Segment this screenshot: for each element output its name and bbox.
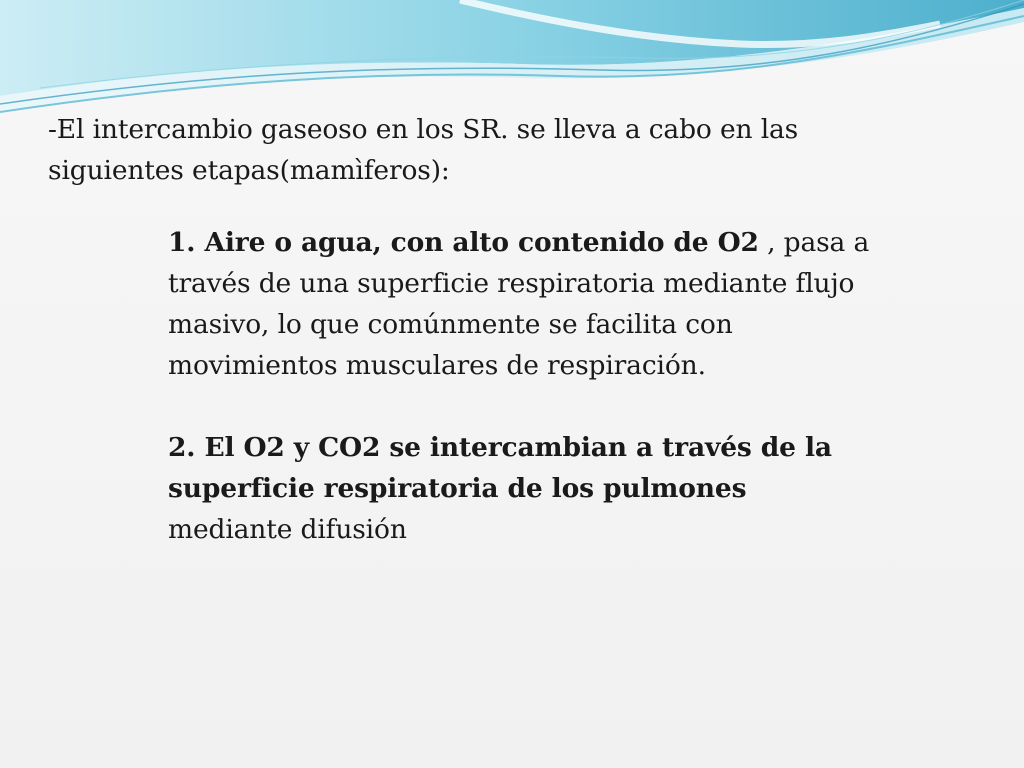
intro-paragraph: [48, 109, 948, 191]
stage-item-1: [168, 222, 948, 386]
stage-1-line-4: movimientos musculares de respiración.: [168, 350, 706, 381]
stage-1-line-2: través de una superficie respiratoria mediante flujo: [168, 268, 855, 299]
intro-line-1: -El intercambio gaseoso en los SR. se lleva a cabo en las: [48, 114, 799, 145]
stage-2-line-1: 2. El O2 y CO2 se intercambian a través de la: [168, 432, 832, 463]
stage-item-2: [168, 427, 948, 550]
stage-1-line-3: masivo, lo que comúnmente se facilita con: [168, 309, 733, 340]
stage-1-line-1: [168, 222, 948, 263]
intro-line-2: siguientes etapas(mamìferos):: [48, 155, 450, 186]
stage-1-bold-text: 1. Aire o agua, con alto contenido de O2: [168, 227, 759, 258]
stage-1-rest-text: , pasa a: [758, 227, 870, 258]
stage-2-line-3: mediante difusión: [168, 514, 407, 545]
stage-2-line-2: superficie respiratoria de los pulmones: [168, 473, 747, 504]
